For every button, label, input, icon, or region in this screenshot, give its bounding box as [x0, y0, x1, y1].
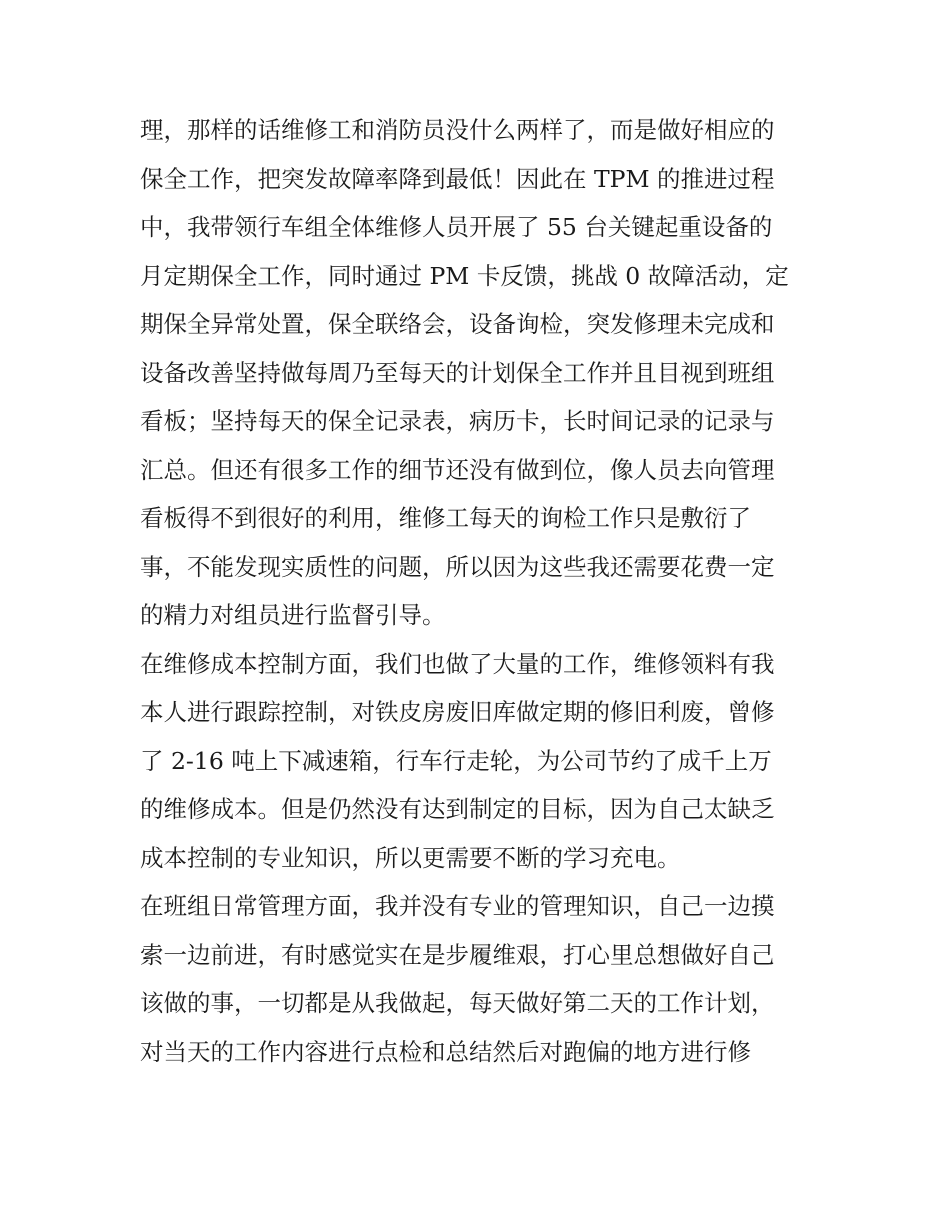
text-line: 月定期保全工作，同时通过 PM 卡反馈，挑战 0 故障活动，定: [140, 261, 789, 290]
text-line: 看板得不到很好的利用，维修工每天的询检工作只是敷衍了: [140, 504, 751, 532]
text-line: 理，那样的话维修工和消防员没什么两样了，而是做好相应的: [140, 116, 775, 144]
text-line: 的维修成本。但是仍然没有达到制定的目标，因为自己太缺乏: [140, 795, 775, 823]
text-line: 看板；坚持每天的保全记录表，病历卡，长时间记录的记录与: [140, 407, 775, 435]
text-line: 的精力对组员进行监督引导。: [140, 601, 446, 629]
text-line: 中，我带领行车组全体维修人员开展了 55 台关键起重设备的: [140, 213, 773, 241]
text-line: 本人进行跟踪控制，对铁皮房废旧库做定期的修旧利废，曾修: [140, 698, 775, 726]
text-line: 该做的事，一切都是从我做起，每天做好第二天的工作计划，: [140, 989, 775, 1017]
text-line: 期保全异常处置，保全联络会，设备询检，突发修理未完成和: [140, 310, 775, 338]
text-line: 了 2-16 吨上下减速箱，行车行走轮，为公司节约了成千上万: [140, 746, 772, 775]
text-line: 设备改善坚持做每周乃至每天的计划保全工作并且目视到班组: [140, 358, 775, 387]
text-line: 保全工作，把突发故障率降到最低！因此在 TPM 的推进过程: [140, 164, 775, 193]
text-line: 在维修成本控制方面，我们也做了大量的工作，维修领料有我: [140, 649, 775, 678]
text-line: 事，不能发现实质性的问题，所以因为这些我还需要花费一定: [140, 552, 775, 581]
text-line: 成本控制的专业知识，所以更需要不断的学习充电。: [140, 843, 681, 872]
text-line: 对当天的工作内容进行点检和总结然后对跑偏的地方进行修: [140, 1037, 751, 1066]
text-line: 索一边前进，有时感觉实在是步履维艰，打心里总想做好自己: [140, 940, 775, 969]
text-line: 在班组日常管理方面，我并没有专业的管理知识，自己一边摸: [140, 892, 775, 920]
body-text: [140, 106, 820, 1076]
text-line: 汇总。但还有很多工作的细节还没有做到位，像人员去向管理: [140, 455, 775, 484]
